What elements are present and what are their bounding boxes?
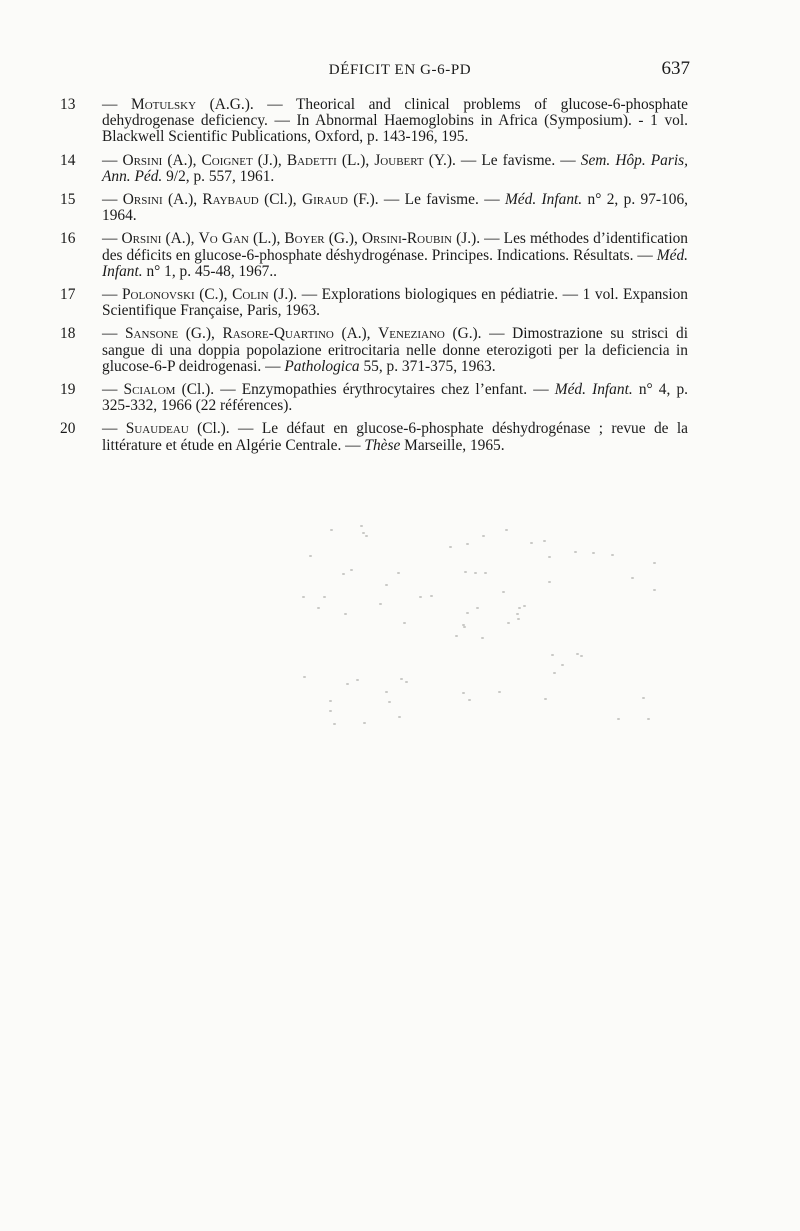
author-name: Rasore-Quartino [222,325,334,343]
reference-number: 20 [60,420,76,438]
reference-segment: n° 4, p. 325-332, 1966 (22 références). [102,381,688,415]
reference-entry [60,382,688,414]
speckle-dot [516,613,519,615]
page-number: 637 [661,58,690,79]
speckle-dot [329,710,332,712]
reference-entry [60,421,688,453]
speckle-dot [449,546,452,548]
reference-segment: n° 2, p. 97-106, 1964. [102,191,688,225]
reference-segment: (C.), [194,286,233,304]
reference-segment: (G.), [324,230,362,248]
speckle-dot [309,555,312,557]
reference-segment: — [102,286,122,304]
speckle-dot [405,681,408,683]
reference-number: 17 [60,286,76,304]
speckle-dot [430,595,433,597]
speckle-dot [548,556,551,558]
reference-entry [60,231,688,280]
speckle-dot [498,691,501,693]
speckle-dot [543,540,546,542]
speckle-dot [484,572,487,574]
reference-text [102,152,688,185]
journal-title: Pathologica [284,357,360,375]
author-name: Giraud [301,191,348,209]
reference-text [102,230,688,279]
speckle-dot [463,626,466,628]
reference-text [102,381,688,414]
speckle-dot [317,607,320,609]
speckle-dot [360,525,363,527]
reference-segment: (J.), [252,151,287,169]
speckle-dot [505,529,508,531]
reference-number: 18 [60,325,76,343]
author-name: Colin [232,286,269,304]
speckle-dot [346,683,349,685]
speckle-dot [466,612,469,614]
author-name: Scialom [123,381,176,399]
author-name: Polonovski [121,286,195,304]
reference-segment: — [102,230,122,248]
reference-segment: (L.), [248,230,285,248]
author-name: Boyer [284,230,325,248]
speckle-dot [388,701,391,703]
speckle-dot [481,637,484,639]
speckle-dot [518,607,521,609]
author-name: Orsini-Roubin [361,230,452,248]
speckle-dot [653,589,656,591]
reference-segment: (G.), [178,325,223,343]
reference-entry [60,153,688,185]
speckle-dot [642,697,645,699]
journal-title: Méd. Infant. [504,191,583,209]
speckle-dot [400,678,403,680]
speckle-dot [362,532,365,534]
speckle-dot [385,691,388,693]
reference-segment: (A.G.). — Theorical and clinical problems of glucose-6-phosphate dehydrogenase deficiency. — In Abnormal Haemoglobins in Africa (Symposium). - 1 vol. Blackwell Scientific Publications, Oxford, p. 143-196, 195. [102,96,689,146]
running-head [100,58,700,82]
author-name: Vo Gan [198,230,249,248]
author-name: Orsini [121,230,162,248]
author-name: Joubert [374,151,424,169]
speckle-dot [502,591,505,593]
speckle-dot [551,654,554,656]
speckle-dot [464,571,467,573]
reference-segment: 9/2, p. 557, 1961. [162,167,275,185]
journal-title: Thèse [364,436,401,454]
speckle-dot [462,692,465,694]
reference-segment: n° 1, p. 45-48, 1967.. [142,262,278,280]
journal-title: Méd. Infant. [102,246,688,280]
author-name: Suaudeau [125,420,189,438]
speckle-dot [303,676,306,678]
speckle-dot [356,679,359,681]
speckle-dot [507,622,510,624]
speckle-dot [476,607,479,609]
speckle-dot [379,603,382,605]
reference-entry [60,192,688,224]
speckle-dot [329,700,332,702]
reference-segment: — [102,420,126,438]
speckle-dot [523,605,526,607]
author-name: Sansone [125,325,179,343]
reference-text [102,325,688,374]
speckle-dot [323,596,326,598]
reference-segment: — [102,325,125,343]
reference-number: 13 [60,96,76,113]
speckle-dot [574,551,577,553]
reference-segment: — [102,96,132,113]
reference-segment: — [102,151,123,169]
reference-text [102,420,688,453]
reference-text [102,286,688,319]
reference-number: 14 [60,151,76,169]
speckle-dot [576,653,579,655]
speckle-dot [580,655,583,657]
speckle-dot [474,572,477,574]
reference-number: 15 [60,191,76,209]
author-name: Coignet [201,151,253,169]
reference-segment: (Y.). — Le favisme. — [423,151,581,169]
speckle-dot [350,569,353,571]
reference-segment: (L.), [336,151,375,169]
speckle-dot [517,618,520,620]
speckle-dot [617,718,620,720]
speckle-dot [530,542,533,544]
reference-segment: (A.), [162,151,202,169]
reference-entry [60,326,688,375]
author-name: Raybaud [202,191,259,209]
speckle-dot [330,529,333,531]
speckle-dot [398,716,401,718]
speckle-dot [403,622,406,624]
author-name: Veneziano [378,325,445,343]
speckle-dot [544,698,547,700]
reference-number: 19 [60,381,76,399]
reference-segment: Marseille, 1965. [400,436,505,454]
reference-segment: — [102,381,124,399]
speckle-dot [333,723,336,725]
speckle-dot [397,572,400,574]
speckle-dot [344,613,347,615]
reference-segment: (A.), [162,191,203,209]
speckle-dot [466,543,469,545]
reference-segment: (A.), [333,325,379,343]
reference-segment: (G.). — Dimostrazione su strisci di sangue di una doppia popolazione eritrocitaria nelle donne eterozigoti per la deficiencia in glucose-6-P deidrogenasi. — [102,325,688,375]
reference-segment: (J.). — Explorations biologiques en pédiatrie. — 1 vol. Expansion Scientifique Française, Paris, 1963. [102,286,688,320]
reference-text [102,191,688,224]
reference-entry [60,287,688,319]
speckle-dot [365,535,368,537]
speckle-dot [647,718,650,720]
speckle-dot [468,699,471,701]
speckle-dot [631,577,634,579]
speckle-dot [553,672,556,674]
speckle-dot [419,596,422,598]
speckle-dot [462,624,465,626]
speckle-dot [482,535,485,537]
author-name: Orsini [122,151,163,169]
reference-entry [60,97,688,146]
reference-segment: (A.), [161,230,199,248]
speckle-dot [385,584,388,586]
speckle-dot [653,562,656,564]
show-through-speckle [300,525,680,735]
speckle-dot [342,573,345,575]
author-name: Motulsky [131,96,197,113]
journal-title: Sem. Hôp. Paris, Ann. Péd. [102,151,688,185]
reference-segment: (J.). — Les méthodes d’identification des déficits en glucose-6-phosphate déshydrogénase. Principes. Indications. Résultats. — [102,230,688,264]
reference-number: 16 [60,230,76,248]
reference-segment: (Cl.), [258,191,302,209]
reference-segment: (Cl.). — Enzymopathies érythrocytaires chez l’enfant. — [175,381,555,399]
author-name: Badetti [286,151,337,169]
journal-title: Méd. Infant. [554,381,633,399]
speckle-dot [455,635,458,637]
reference-segment: (Cl.). — Le défaut en glucose-6-phosphate déshydrogénase ; revue de la littérature et étude en Algérie Centrale. — [102,420,688,454]
reference-segment: — [102,191,123,209]
running-head-title: DÉFICIT EN G-6-PD [328,62,472,78]
author-name: Orsini [122,191,163,209]
speckle-dot [592,552,595,554]
reference-list [60,97,688,461]
reference-segment: 55, p. 371-375, 1963. [359,357,496,375]
speckle-dot [611,554,614,556]
speckle-dot [561,664,564,666]
speckle-dot [363,722,366,724]
speckle-dot [302,596,305,598]
reference-segment: (F.). — Le favisme. — [347,191,505,209]
speckle-dot [548,581,551,583]
reference-text [102,96,688,145]
